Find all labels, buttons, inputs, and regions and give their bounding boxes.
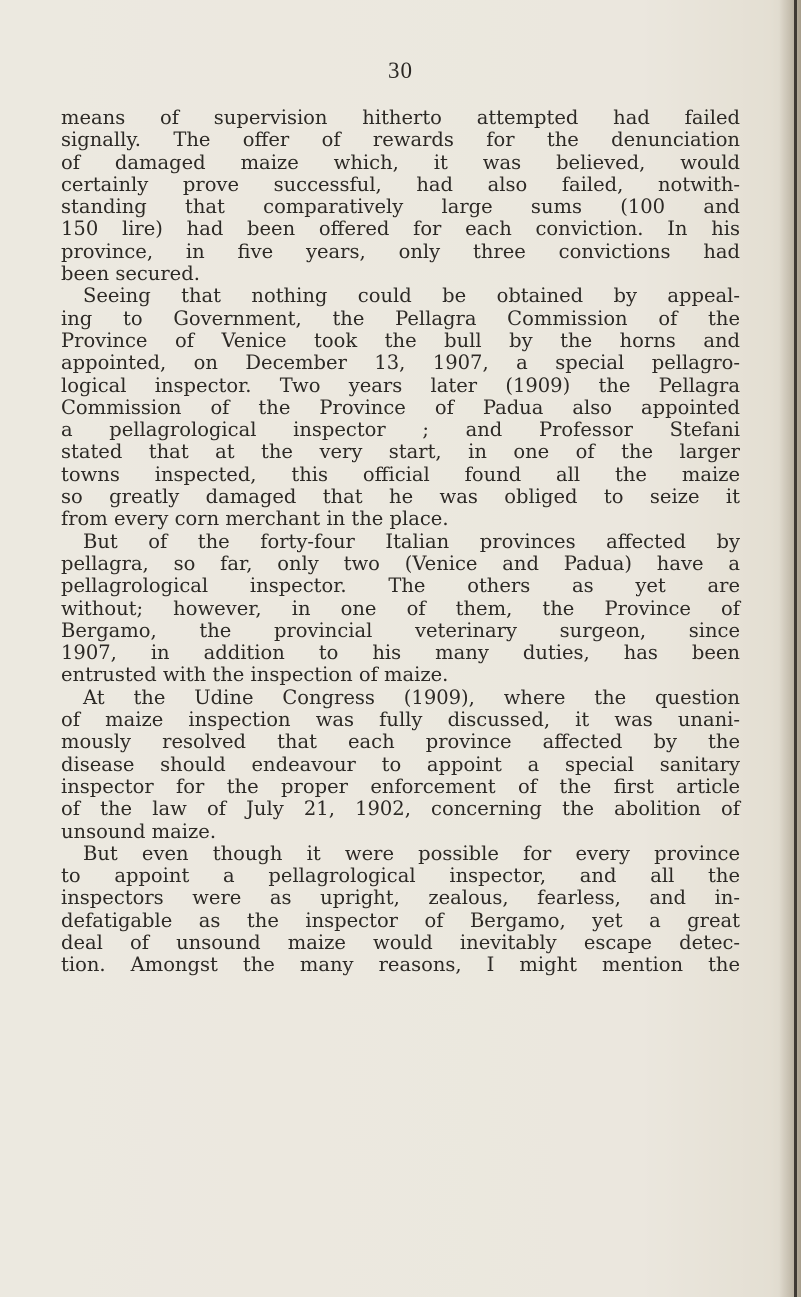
- paragraph: [61, 107, 740, 285]
- text-line: 1907, in addition to his many duties, has been: [61, 641, 740, 665]
- text-line: 150 lire) had been offered for each conviction. In his: [61, 217, 740, 241]
- text-line: Bergamo, the provincial veterinary surgeon, since: [61, 618, 740, 642]
- text-line: entrusted with the inspection of maize.: [61, 663, 449, 687]
- page-number: 30: [388, 58, 413, 83]
- text-line: to appoint a pellagrological inspector, and all the: [61, 864, 740, 888]
- text-line: certainly prove successful, had also failed, notwith-: [61, 172, 740, 196]
- text-line: stated that at the very start, in one of the larger: [61, 440, 740, 464]
- text-line: appointed, on December 13, 1907, a special pellagro-: [61, 351, 740, 375]
- text-line: inspectors were as upright, zealous, fearless, and in-: [61, 886, 740, 910]
- text-line: But even though it were possible for every province: [83, 841, 740, 865]
- text-line: inspector for the proper enforcement of the first article: [61, 774, 740, 798]
- text-line: standing that comparatively large sums (100 and: [61, 195, 740, 219]
- text-line: a pellagrological inspector ; and Professor Stefani: [61, 418, 740, 442]
- text-line: mously resolved that each province affected by the: [61, 730, 740, 754]
- text-line: Seeing that nothing could be obtained by appeal-: [83, 284, 740, 308]
- text-line: unsound maize.: [61, 819, 217, 843]
- text-line: ing to Government, the Pellagra Commission of the: [61, 306, 740, 330]
- text-line: deal of unsound maize would inevitably escape detec-: [61, 930, 740, 954]
- text-line: signally. The offer of rewards for the denunciation: [61, 128, 740, 152]
- text-line: pellagra, so far, only two (Venice and Padua) have a: [61, 551, 740, 575]
- text-line: means of supervision hitherto attempted had failed: [61, 106, 740, 129]
- paragraph: [61, 285, 740, 530]
- text-line: disease should endeavour to appoint a special sanitary: [61, 752, 740, 776]
- text-line: defatigable as the inspector of Bergamo, yet a great: [61, 908, 740, 932]
- text-line: pellagrological inspector. The others as yet are: [61, 574, 740, 598]
- text-line: But of the forty-four Italian provinces affected by: [83, 529, 740, 553]
- text-line: been secured.: [61, 262, 200, 286]
- text-line: Province of Venice took the bull by the horns and: [61, 328, 740, 352]
- text-line: province, in five years, only three convictions had: [61, 239, 740, 263]
- binding-shadow: [779, 0, 801, 1297]
- text-line: of maize inspection was fully discussed, it was unani-: [61, 708, 740, 732]
- paragraph: [61, 687, 740, 843]
- text-line: Commission of the Province of Padua also appointed: [61, 395, 740, 419]
- paragraph: [61, 843, 740, 977]
- text-line: of the law of July 21, 1902, concerning the abolition of: [61, 797, 740, 821]
- paragraph: [61, 531, 740, 687]
- text-line: towns inspected, this official found all the maize: [61, 462, 740, 486]
- text-line: without; however, in one of them, the Province of: [61, 596, 740, 620]
- page-edge-line: [794, 0, 797, 1297]
- text-line: from every corn merchant in the place.: [61, 507, 449, 531]
- text-line: logical inspector. Two years later (1909) the Pellagra: [61, 373, 740, 397]
- body-text: [61, 107, 740, 977]
- text-line: At the Udine Congress (1909), where the question: [83, 685, 740, 709]
- text-line: so greatly damaged that he was obliged to seize it: [61, 485, 740, 509]
- text-line: tion. Amongst the many reasons, I might mention the: [61, 953, 740, 977]
- text-line: of damaged maize which, it was believed, would: [61, 150, 740, 174]
